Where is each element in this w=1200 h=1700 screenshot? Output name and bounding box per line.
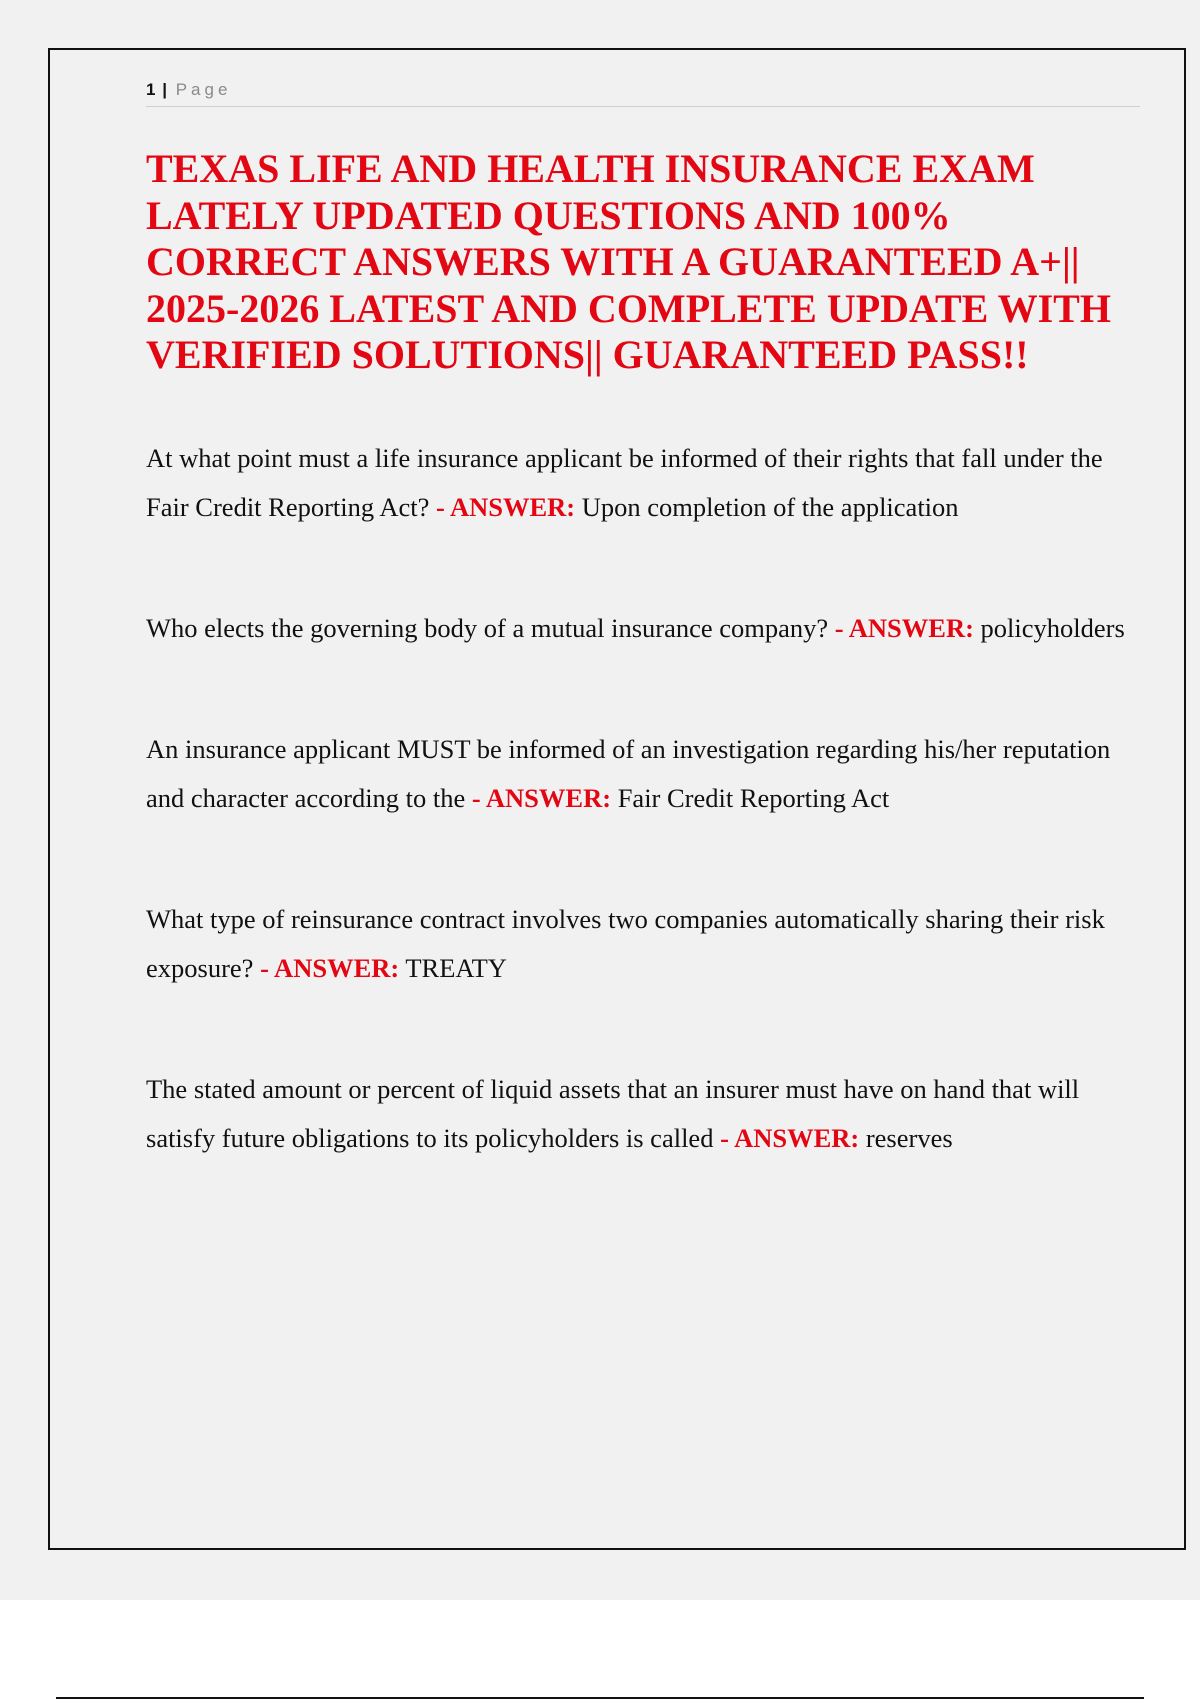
qa-item xyxy=(146,725,1146,823)
answer-label: - ANSWER: xyxy=(834,613,974,643)
answer-text: reserves xyxy=(865,1123,953,1153)
qa-item xyxy=(146,604,1146,653)
answer-label: - ANSWER: xyxy=(260,953,400,983)
question-text: Who elects the governing body of a mutual insurance company? xyxy=(146,613,829,643)
page-word: Page xyxy=(175,80,232,99)
page-header xyxy=(146,74,1140,107)
answer-label: - ANSWER: xyxy=(471,783,612,813)
answer-label: - ANSWER: xyxy=(720,1123,860,1153)
answer-text: Fair Credit Reporting Act xyxy=(617,783,890,813)
qa-item xyxy=(146,434,1146,532)
answer-text: TREATY xyxy=(405,953,507,983)
answer-label: - ANSWER: xyxy=(435,492,576,522)
document-title: TEXAS LIFE AND HEALTH INSURANCE EXAM LATELY UPDATED QUESTIONS AND 100% CORRECT ANSWERS WITH A GUARANTEED A+|| 2025-2026 LATEST AND COMPLETE UPDATE WITH VERIFIED SOLUTIONS|| GUARANTEED PASS!! xyxy=(146,146,1111,377)
question-text: The stated amount or percent of liquid assets that an insurer must have on hand that will satisfy future obligations to its policyholders is called xyxy=(146,1074,1080,1153)
qa-list xyxy=(146,434,1146,1163)
page-separator: | xyxy=(162,80,167,99)
document-page xyxy=(48,48,1186,1550)
qa-item xyxy=(146,1065,1146,1163)
page-number: 1 xyxy=(146,80,156,99)
question-text: What type of reinsurance contract involves two companies automatically sharing their risk exposure? xyxy=(146,904,1105,983)
qa-item xyxy=(146,895,1146,993)
question-text: An insurance applicant MUST be informed of an investigation regarding his/her reputation and character according to the xyxy=(146,734,1111,813)
answer-text: policyholders xyxy=(980,613,1125,643)
question-text: At what point must a life insurance applicant be informed of their rights that fall under the Fair Credit Reporting Act? xyxy=(146,443,1103,522)
answer-text: Upon completion of the application xyxy=(581,492,959,522)
page-break-rule xyxy=(56,1697,1144,1699)
